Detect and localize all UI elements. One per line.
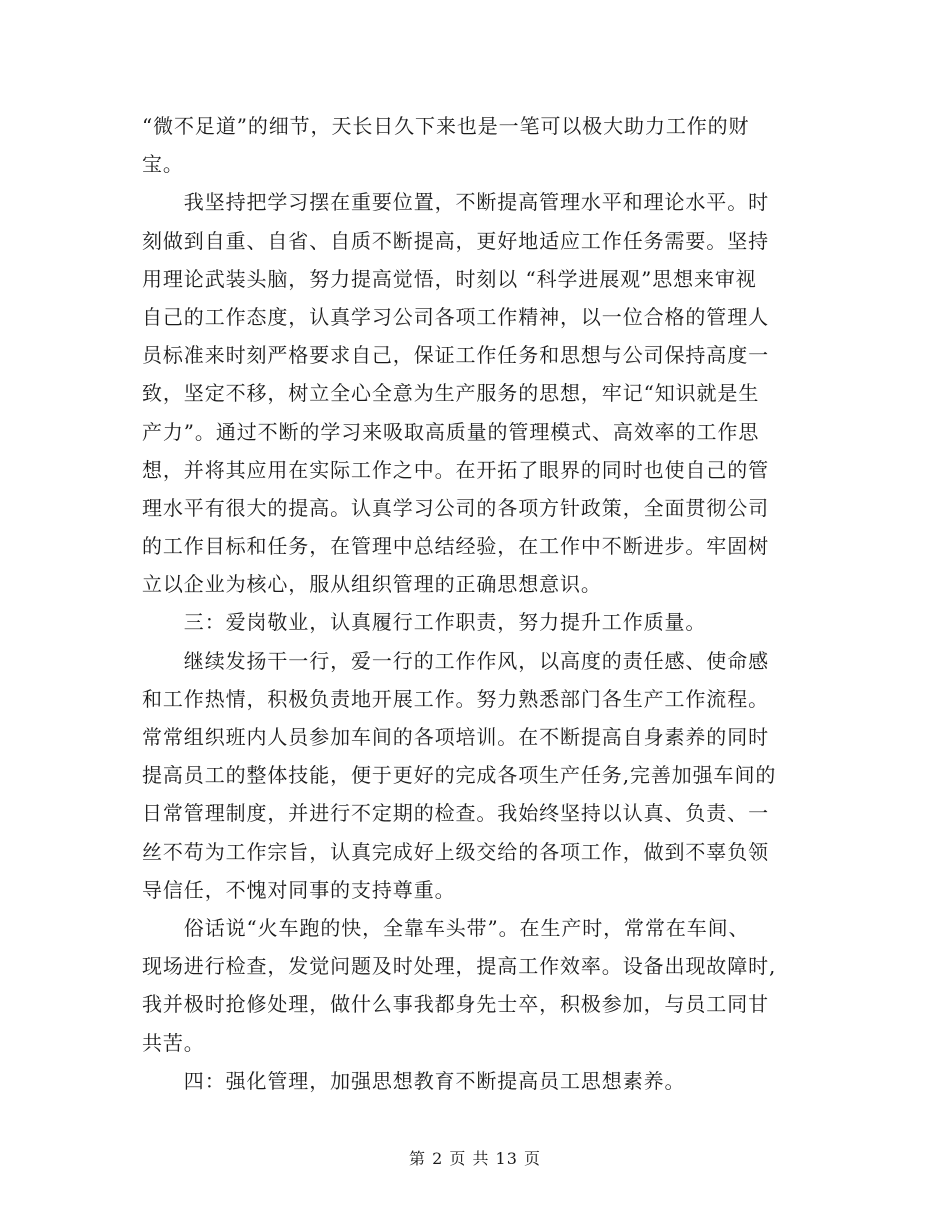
section-heading: 三：爱岗敬业，认真履行工作职责，努力提升工作质量。 xyxy=(142,610,707,635)
page-number: 第 2 页 共 13 页 xyxy=(409,1149,541,1168)
text-line: 产力”。通过不断的学习来吸取高质量的管理模式、高效率的工作思 xyxy=(142,419,760,444)
text-line: 宝。 xyxy=(142,152,184,177)
text-line: 员标准来时刻严格要求自己，保证工作任务和思想与公司保持高度一 xyxy=(142,343,769,368)
text-line: 致，坚定不移，树立全心全意为生产服务的思想，牢记“知识就是生 xyxy=(142,381,760,406)
text-line: 我坚持把学习摆在重要位置，不断提高管理水平和理论水平。时 xyxy=(142,190,769,215)
body-text xyxy=(142,107,807,1100)
text-line: 立以企业为核心，服从组织管理的正确思想意识。 xyxy=(142,572,602,597)
text-line: 共苦。 xyxy=(142,1030,205,1055)
text-line: “微不足道”的细节，天长日久下来也是一笔可以极大助力工作的财 xyxy=(142,114,750,138)
text-line: 理水平有很大的提高。认真学习公司的各项方针政策，全面贯彻公司 xyxy=(142,495,769,520)
text-line: 和工作热情，积极负责地开展工作。努力熟悉部门各生产工作流程。 xyxy=(142,686,769,711)
text-line: 提高员工的整体技能，便于更好的完成各项生产任务,完善加强车间的 xyxy=(142,763,777,788)
text-line: 丝不苟为工作宗旨，认真完成好上级交给的各项工作，做到不辜负领 xyxy=(142,839,769,864)
text-line: 现场进行检查，发觉问题及时处理，提高工作效率。设备出现故障时, xyxy=(142,954,777,979)
text-line: 常常组织班内人员参加车间的各项培训。在不断提高自身素养的同时 xyxy=(142,725,769,749)
text-line: 继续发扬干一行，爱一行的工作作风，以高度的责任感、使命感 xyxy=(142,648,769,673)
text-line: 俗话说“火车跑的快，全靠车头带”。在生产时，常常在车间、 xyxy=(142,915,750,940)
text-line: 自己的工作态度，认真学习公司各项工作精神，以一位合格的管理人 xyxy=(142,304,769,329)
text-line: 的工作目标和任务，在管理中总结经验，在工作中不断进步。牢固树 xyxy=(142,534,769,559)
section-heading: 四：强化管理，加强思想教育不断提高员工思想素养。 xyxy=(142,1068,686,1093)
text-line: 我并极时抢修处理，做什么事我都身先士卒，积极参加，与员工同甘 xyxy=(142,992,769,1017)
text-line: 刻做到自重、自省、自质不断提高，更好地适应工作任务需要。坚持 xyxy=(142,228,769,253)
text-line: 导信任，不愧对同事的支持尊重。 xyxy=(142,877,456,902)
text-line: 想，并将其应用在实际工作之中。在开拓了眼界的同时也使自己的管 xyxy=(142,457,769,482)
text-line: 日常管理制度，并进行不定期的检查。我始终坚持以认真、负责、一 xyxy=(142,801,769,826)
text-line: 用理论武装头脑，努力提高觉悟，时刻以 “科学进展观”思想来审视 xyxy=(142,266,757,291)
page-footer xyxy=(0,1146,950,1169)
